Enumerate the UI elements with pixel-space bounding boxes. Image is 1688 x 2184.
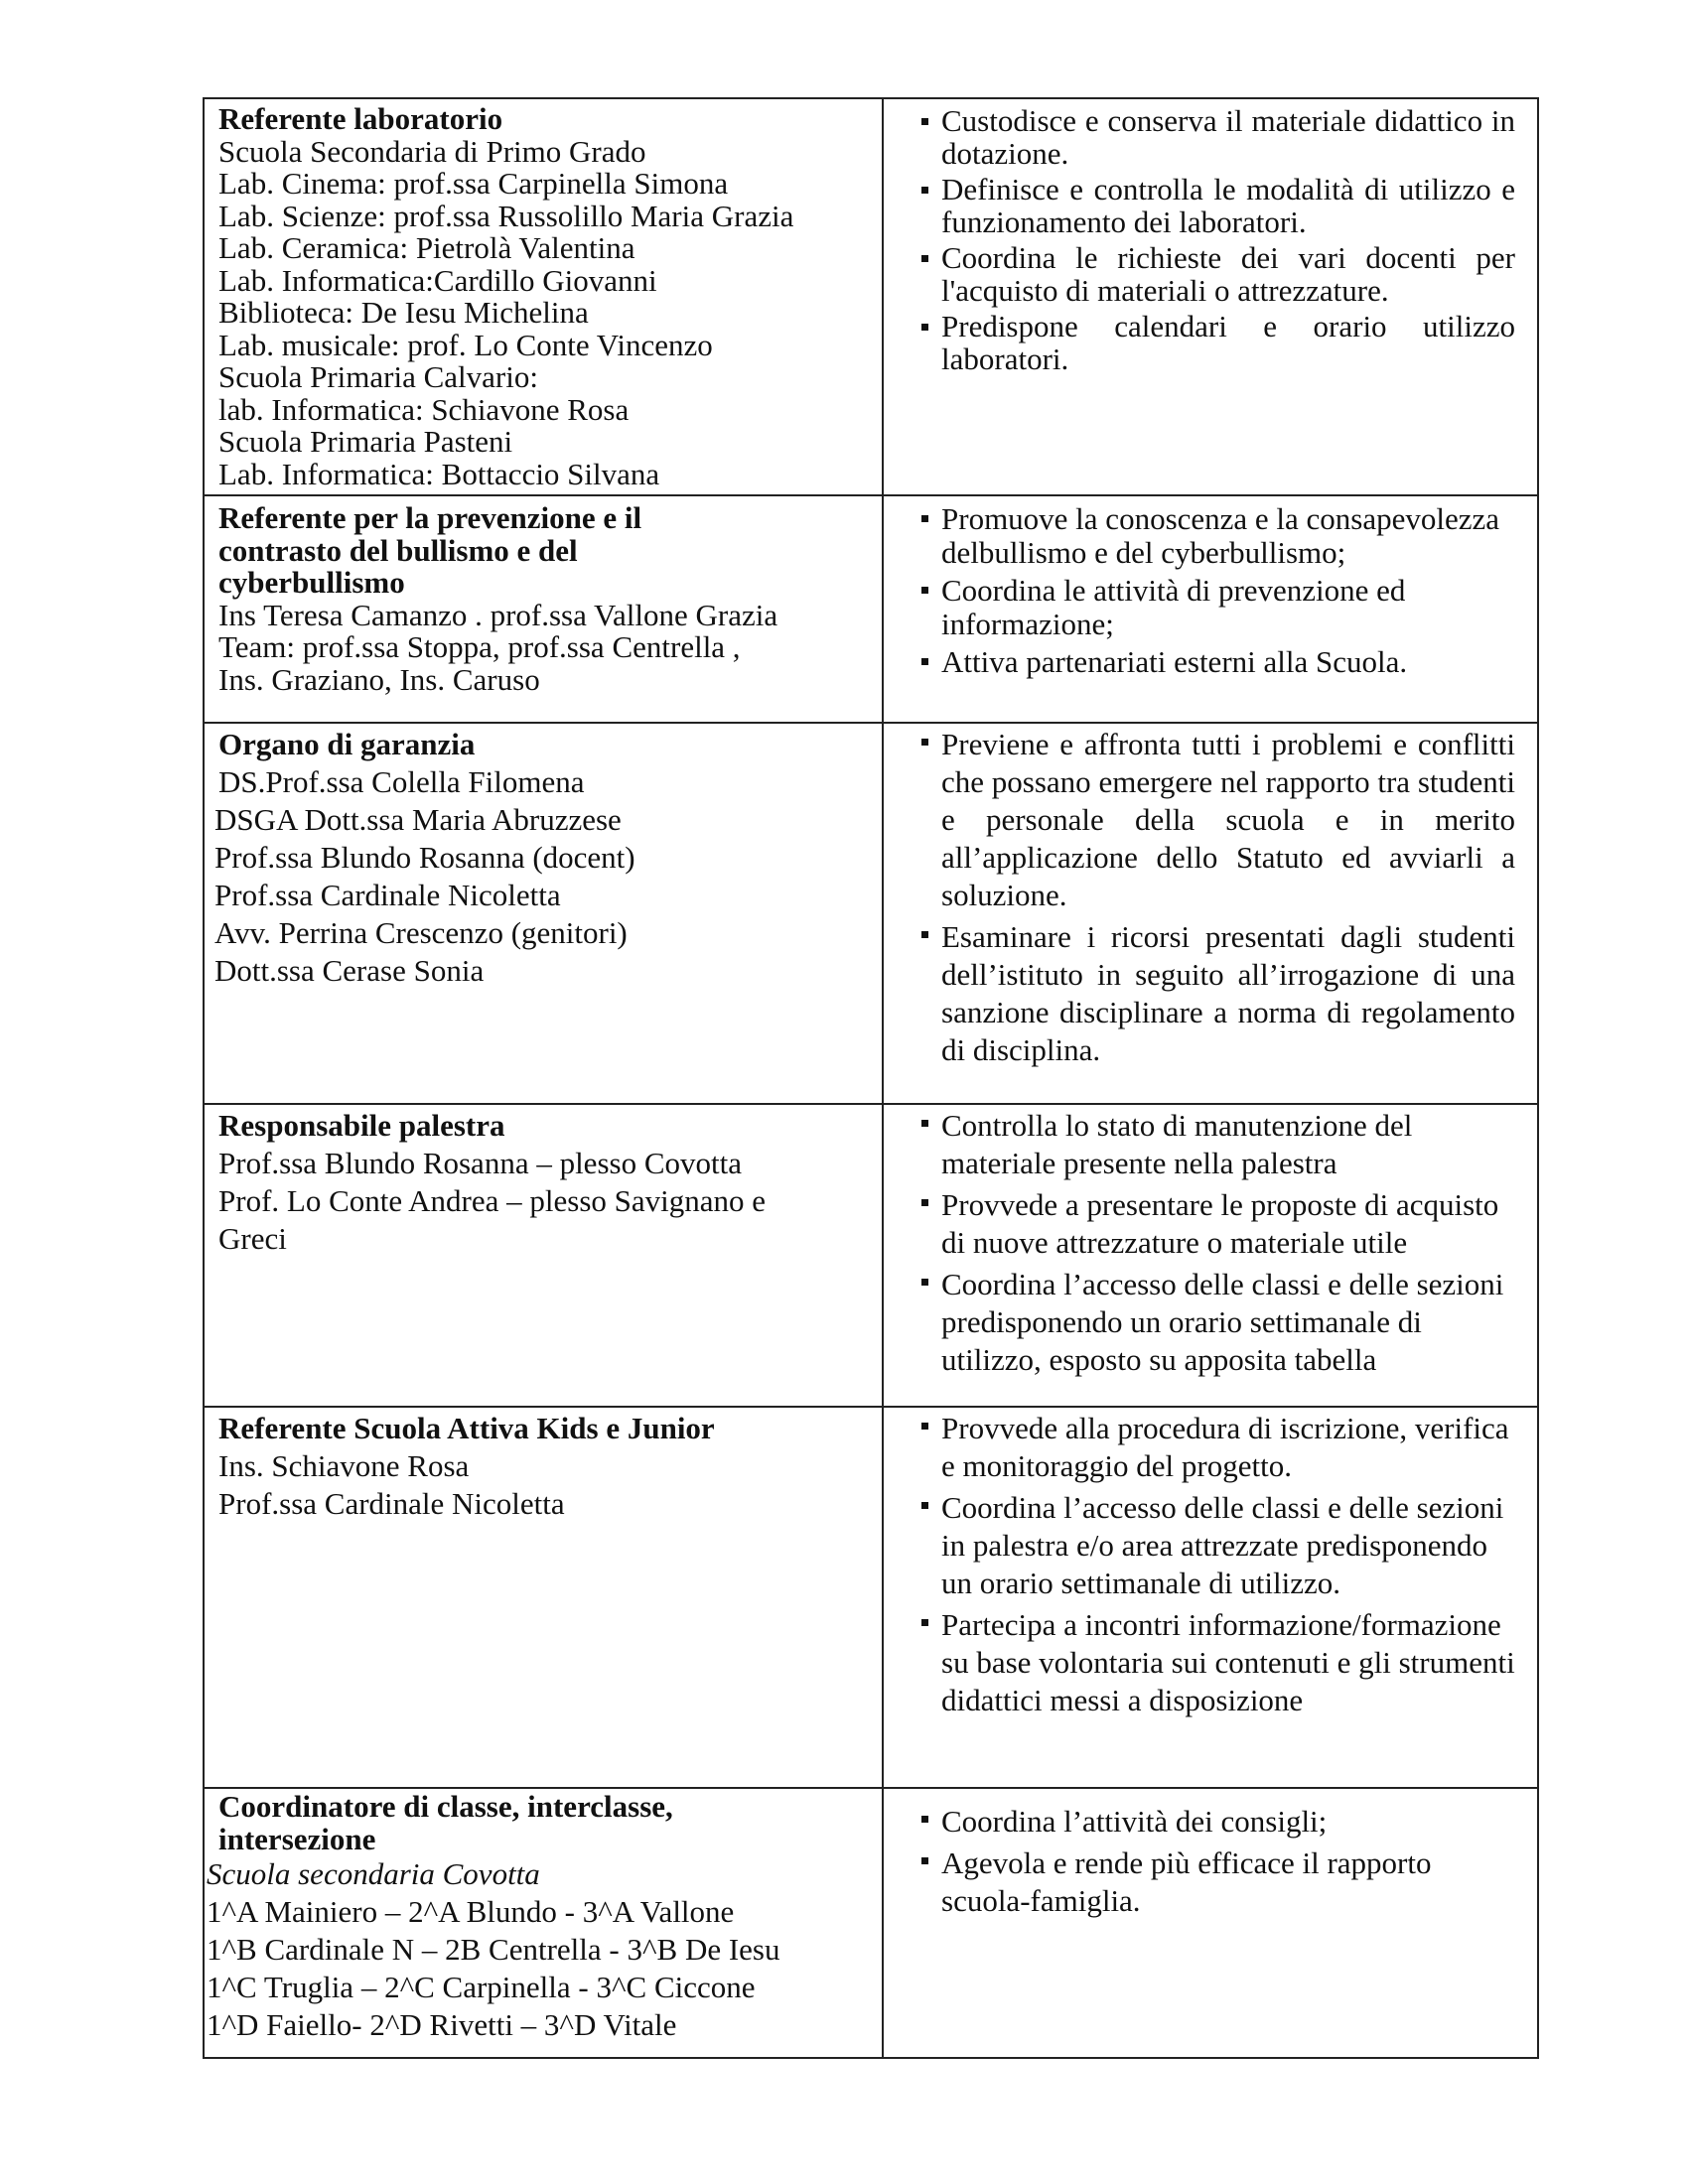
role-member: Team: prof.ssa Stoppa, prof.ssa Centrella , [218,629,741,664]
role-member: 1^C Truglia – 2^C Carpinella - 3^C Ciccone [207,1970,756,2004]
role-member: Biblioteca: De Iesu Michelina [218,295,589,330]
duty-item: Coordina le attività di prevenzione ed informazione; [941,574,1515,641]
role-member: Dott.ssa Cerase Sonia [214,953,485,988]
duty-item: Attiva partenariati esterni alla Scuola. [941,645,1515,679]
duties-list [884,99,1537,381]
duty-item: Coordina l’attività dei consigli; [941,1803,1515,1841]
role-title: Coordinatore di classe, interclasse, intersezione [218,1789,673,1856]
table-row [204,495,1538,723]
role-member: Prof. Lo Conte Andrea – plesso Savignano e [218,1183,767,1218]
role-cell [204,495,883,723]
role-member: lab. Informatica: Schiavone Rosa [218,391,630,427]
role-title: Organo di garanzia [218,727,476,761]
duty-item: Esaminare i ricorsi presentati dagli studenti dell’istituto in seguito all’irrogazione di una sanzione disciplinare a norma di regolamento di disciplina. [941,919,1515,1067]
table-row [204,1407,1538,1788]
role-member: Lab. Ceramica: Pietrolà Valentina [218,230,635,265]
duty-item: Coordina l’accesso delle classi e delle sezioni in palestra e/o area attrezzate predisponendo un orario settimanale di utilizzo. [941,1489,1515,1602]
duty-item: Definisce e controlla le modalità di utilizzo e funzionamento dei laboratori. [941,172,1515,239]
role-cell [204,723,883,1104]
role-member: Prof.ssa Cardinale Nicoletta [218,1486,565,1521]
role-member: Scuola Primaria Pasteni [218,424,513,459]
duty-item: Predispone calendari e orario utilizzo laboratori. [941,309,1515,376]
role-member: DSGA Dott.ssa Maria Abruzzese [214,802,622,837]
role-member: Lab. Scienze: prof.ssa Russolillo Maria Grazia [218,198,794,233]
role-title: Referente laboratorio [218,101,503,136]
duty-item: Provvede alla procedura di iscrizione, verifica e monitoraggio del progetto. [941,1410,1515,1485]
duty-item: Promuove la conoscenza e la consapevolezza delbullismo e del cyberbullismo; [941,502,1515,570]
duty-item: Provvede a presentare le proposte di acquisto di nuove attrezzature o materiale utile [941,1186,1515,1262]
duties-list [884,724,1537,1075]
role-member: Greci [218,1221,287,1256]
table-row [204,1104,1538,1407]
table-row [204,723,1538,1104]
duties-cell [883,1104,1538,1407]
role-member: DS.Prof.ssa Colella Filomena [218,764,585,799]
duty-item: Custodisce e conserva il materiale didattico in dotazione. [941,103,1515,171]
role-member: Scuola Primaria Calvario: [218,359,538,394]
role-cell [204,1104,883,1407]
duty-item: Controlla lo stato di manutenzione del materiale presente nella palestra [941,1107,1515,1182]
role-member: Prof.ssa Blundo Rosanna – plesso Covotta [218,1146,742,1180]
duties-list [884,496,1537,685]
roles-table [203,97,1539,2059]
duties-cell [883,1407,1538,1788]
duties-list [884,1408,1537,1725]
role-cell [204,98,883,495]
duties-cell [883,723,1538,1104]
role-member: 1^A Mainiero – 2^A Blundo - 3^A Vallone [207,1894,735,1929]
duty-item: Coordina le richieste dei vari docenti per l'acquisto di materiali o attrezzature. [941,240,1515,308]
table-row [204,98,1538,495]
role-member: 1^B Cardinale N – 2B Centrella - 3^B De Iesu [207,1932,780,1967]
duties-list [884,1789,1537,1926]
duties-cell [883,98,1538,495]
role-member: Ins. Schiavone Rosa [218,1448,470,1483]
role-member: 1^D Faiello- 2^D Rivetti – 3^D Vitale [207,2007,677,2042]
role-member: Prof.ssa Blundo Rosanna (docent) [214,840,635,875]
role-member: Lab. Informatica:Cardillo Giovanni [218,262,657,298]
role-member: Lab. Informatica: Bottaccio Silvana [218,456,660,491]
role-subtitle: Scuola secondaria Covotta [207,1856,540,1891]
role-cell [204,1788,883,2058]
role-member: Lab. musicale: prof. Lo Conte Vincenzo [218,327,713,362]
duties-cell [883,1788,1538,2058]
role-member: Ins. Graziano, Ins. Caruso [218,661,540,697]
table-row [204,1788,1538,2058]
role-member: Prof.ssa Cardinale Nicoletta [214,878,561,912]
role-member: Avv. Perrina Crescenzo (genitori) [214,915,628,950]
role-title: Referente per la prevenzione e il contrasto del bullismo e del cyberbullismo [218,500,642,600]
role-title: Responsabile palestra [218,1108,505,1143]
role-title: Referente Scuola Attiva Kids e Junior [218,1411,715,1445]
duties-cell [883,495,1538,723]
duties-list [884,1105,1537,1385]
duty-item: Partecipa a incontri informazione/formazione su base volontaria sui contenuti e gli strumenti didattici messi a disposizione [941,1607,1515,1717]
duty-item: Previene e affronta tutti i problemi e conflitti che possano emergere nel rapporto tra studenti e personale della scuola e in merito all’applicazione dello Statuto ed avviarli a soluzione. [941,727,1515,912]
role-member: Ins Teresa Camanzo . prof.ssa Vallone Grazia [218,597,778,632]
role-member: Scuola Secondaria di Primo Grado [218,133,646,169]
role-cell [204,1407,883,1788]
role-member: Lab. Cinema: prof.ssa Carpinella Simona [218,166,729,201]
duty-item: Agevola e rende più efficace il rapporto scuola-famiglia. [941,1844,1515,1920]
duty-item: Coordina l’accesso delle classi e delle sezioni predisponendo un orario settimanale di utilizzo, esposto su apposita tabella [941,1266,1515,1379]
